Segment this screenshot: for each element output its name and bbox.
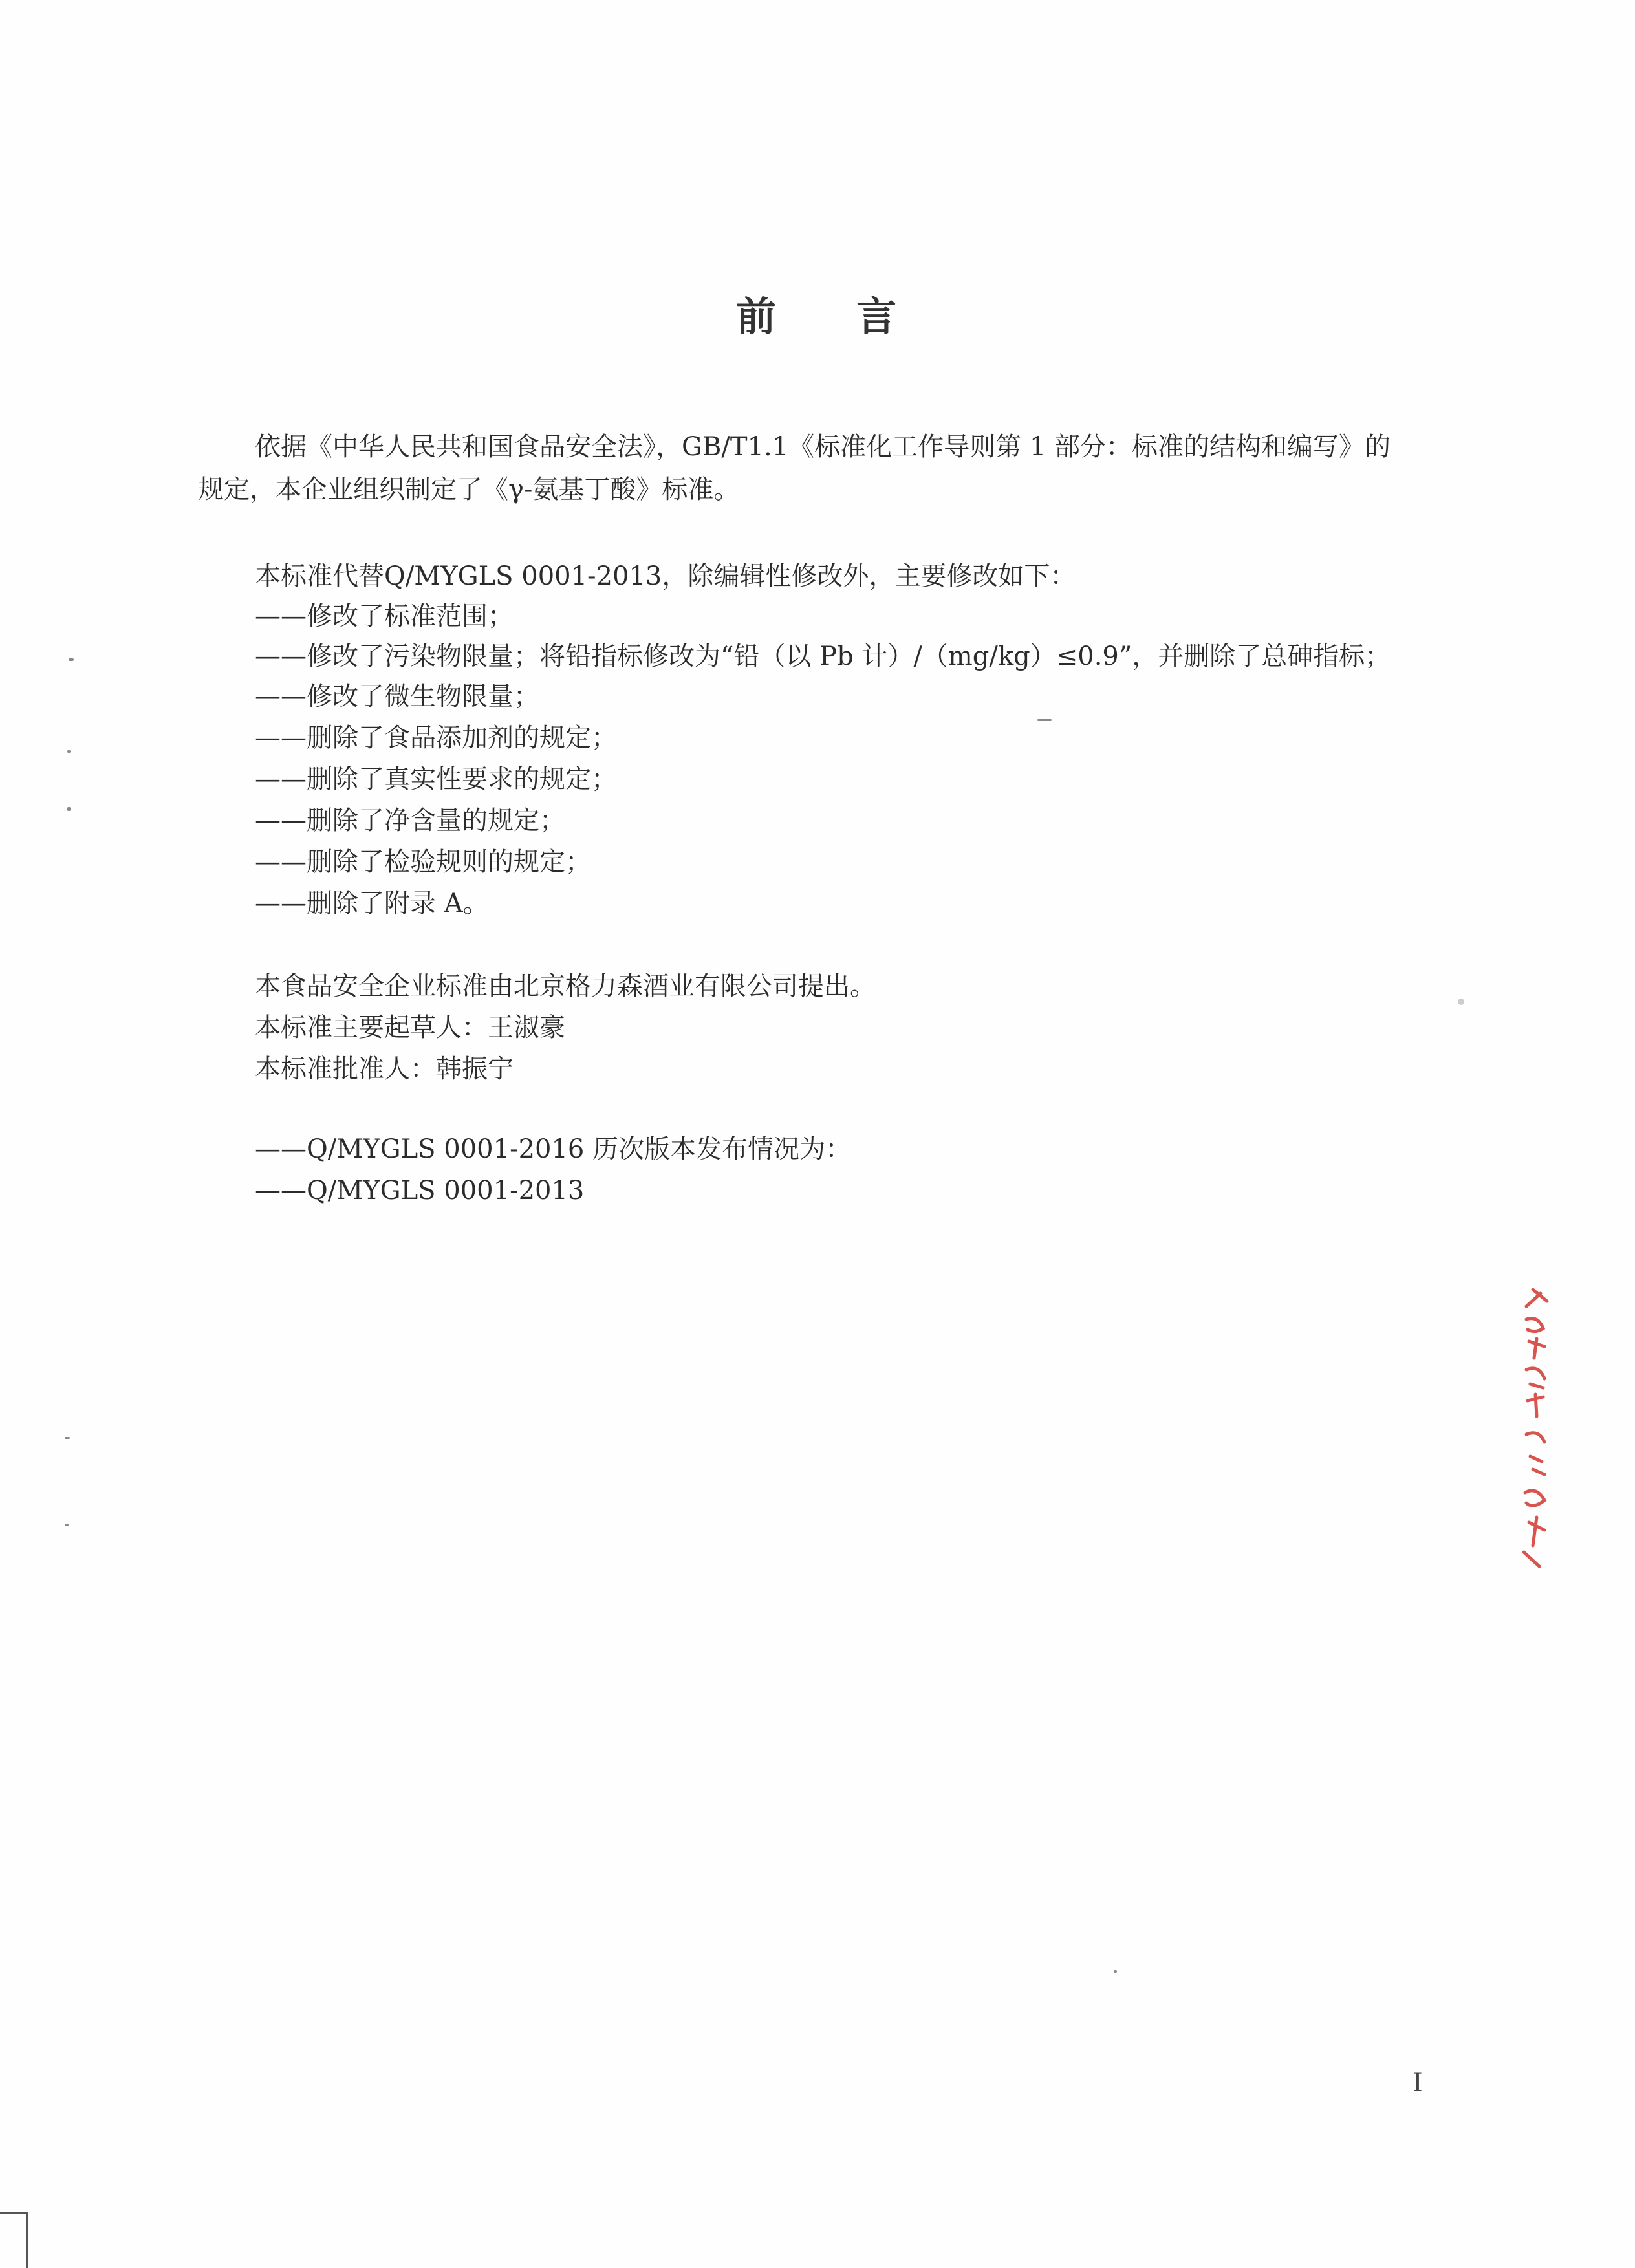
scan-speck (65, 1437, 70, 1439)
change-item: ——删除了净含量的规定； (255, 806, 565, 836)
intro-line-2: 规定，本企业组织制定了《γ-氨基丁酸》标准。 (198, 475, 740, 504)
history-heading: ——Q/MYGLS 0001-2016 历次版本发布情况为： (255, 1134, 852, 1164)
approver-line: 本标准批准人：韩振宁 (255, 1054, 514, 1084)
change-item: ——删除了附录 A。 (255, 889, 489, 918)
drafter-line: 本标准主要起草人：王淑豪 (255, 1013, 565, 1042)
changes-heading: 本标准代替Q/MYGLS 0001-2013，除编辑性修改外，主要修改如下： (255, 561, 1076, 591)
change-item: ——修改了污染物限量；将铅指标修改为“铅（以 Pb 计）/（mg/kg）≤0.9”，并删除了总砷指标； (255, 642, 1391, 671)
page-number: I (1413, 2068, 1423, 2098)
change-item: ——修改了微生物限量； (255, 682, 539, 711)
scan-speck (65, 1524, 69, 1526)
scan-speck (1037, 719, 1052, 721)
intro-line-1: 依据《中华人民共和国食品安全法》，GB/T1.1《标准化工作导则第 1 部分：标准的结构和编写》的 (255, 432, 1391, 462)
scan-speck (67, 750, 71, 753)
change-item: ——删除了食品添加剂的规定； (255, 723, 617, 753)
title-char-2: 言 (856, 293, 900, 340)
scan-corner-mark (0, 2212, 28, 2268)
proposer-line: 本食品安全企业标准由北京格力森酒业有限公司提出。 (255, 971, 876, 1001)
change-item: ——修改了标准范围； (255, 601, 514, 631)
title-char-1: 前 (735, 293, 779, 340)
scan-speck (69, 658, 74, 661)
change-item: ——删除了真实性要求的规定； (255, 764, 617, 794)
scan-speck (67, 807, 71, 811)
red-seal-stamp (1507, 1287, 1565, 1571)
intro-paragraph (198, 426, 1446, 511)
page-title (0, 285, 1635, 342)
scan-speck (1114, 1970, 1117, 1973)
change-item: ——删除了检验规则的规定； (255, 847, 591, 877)
history-item: ——Q/MYGLS 0001-2013 (255, 1176, 585, 1205)
scan-speck (1458, 999, 1464, 1005)
